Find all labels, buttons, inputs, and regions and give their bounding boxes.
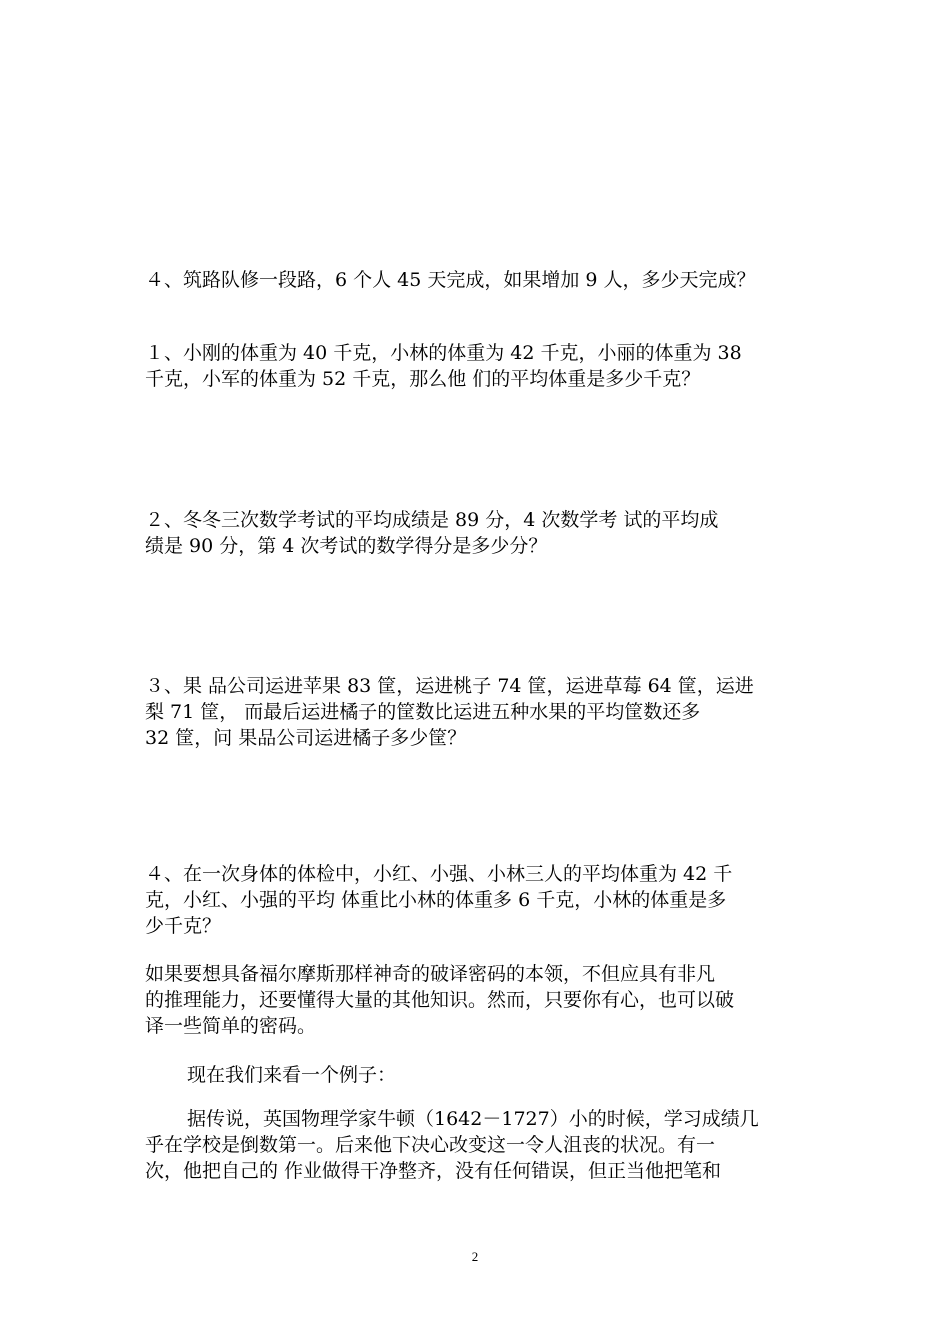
text-line: 如果要想具备福尔摩斯那样神奇的破译密码的本领，不但应具有非凡 <box>145 963 716 985</box>
intro-paragraph <box>145 961 810 1039</box>
text-line: 据传说，英国物理学家牛顿（1642－1727）小的时候，学习成绩几 <box>187 1108 759 1130</box>
text-line: 译一些简单的密码。 <box>145 1015 317 1037</box>
text-line: ４、筑路队修一段路，6 个人 45 天完成，如果增加 9 人，多少天完成？ <box>145 269 756 291</box>
text-line: 的推理能力，还要懂得大量的其他知识。然而，只要你有心，也可以破 <box>145 989 735 1011</box>
text-line: 现在我们来看一个例子： <box>187 1064 397 1086</box>
text-line: 次，他把自己的 作业做得干净整齐，没有任何错误，但正当他把笔和 <box>145 1160 722 1182</box>
problem-4-checkup <box>145 861 810 939</box>
newton-paragraph <box>145 1106 810 1184</box>
text-line: ４、在一次身体的体检中，小红、小强、小林三人的平均体重为 42 千 <box>145 863 733 885</box>
text-line: 梨 71 筐， 而最后运进橘子的筐数比运进五种水果的平均筐数还多 <box>145 701 701 723</box>
text-line: 绩是 90 分，第 4 次考试的数学得分是多少分？ <box>145 535 548 557</box>
text-line: 少千克？ <box>145 915 222 937</box>
text-line: １、小刚的体重为 40 千克，小林的体重为 42 千克，小丽的体重为 38 <box>145 342 742 364</box>
text-line: 32 筐，问 果品公司运进橘子多少筐？ <box>145 727 467 749</box>
problem-1-weight <box>145 340 810 392</box>
text-line: 千克，小军的体重为 52 千克，那么他 们的平均体重是多少千克？ <box>145 368 701 390</box>
problem-3-fruit <box>145 673 810 751</box>
text-line: 克，小红、小强的平均 体重比小林的体重多 6 千克，小林的体重是多 <box>145 889 727 911</box>
text-line: 乎在学校是倒数第一。后来他下决心改变这一令人沮丧的状况。有一 <box>145 1134 716 1156</box>
example-paragraph <box>145 1062 810 1088</box>
text-line: ３、果 品公司运进苹果 83 筐，运进桃子 74 筐，运进草莓 64 筐，运进 <box>145 675 754 697</box>
problem-4-road <box>145 267 810 293</box>
page-number: 2 <box>471 1249 479 1264</box>
text-line: ２、冬冬三次数学考试的平均成绩是 89 分，4 次数学考 试的平均成 <box>145 509 719 531</box>
problem-2-score <box>145 507 810 559</box>
